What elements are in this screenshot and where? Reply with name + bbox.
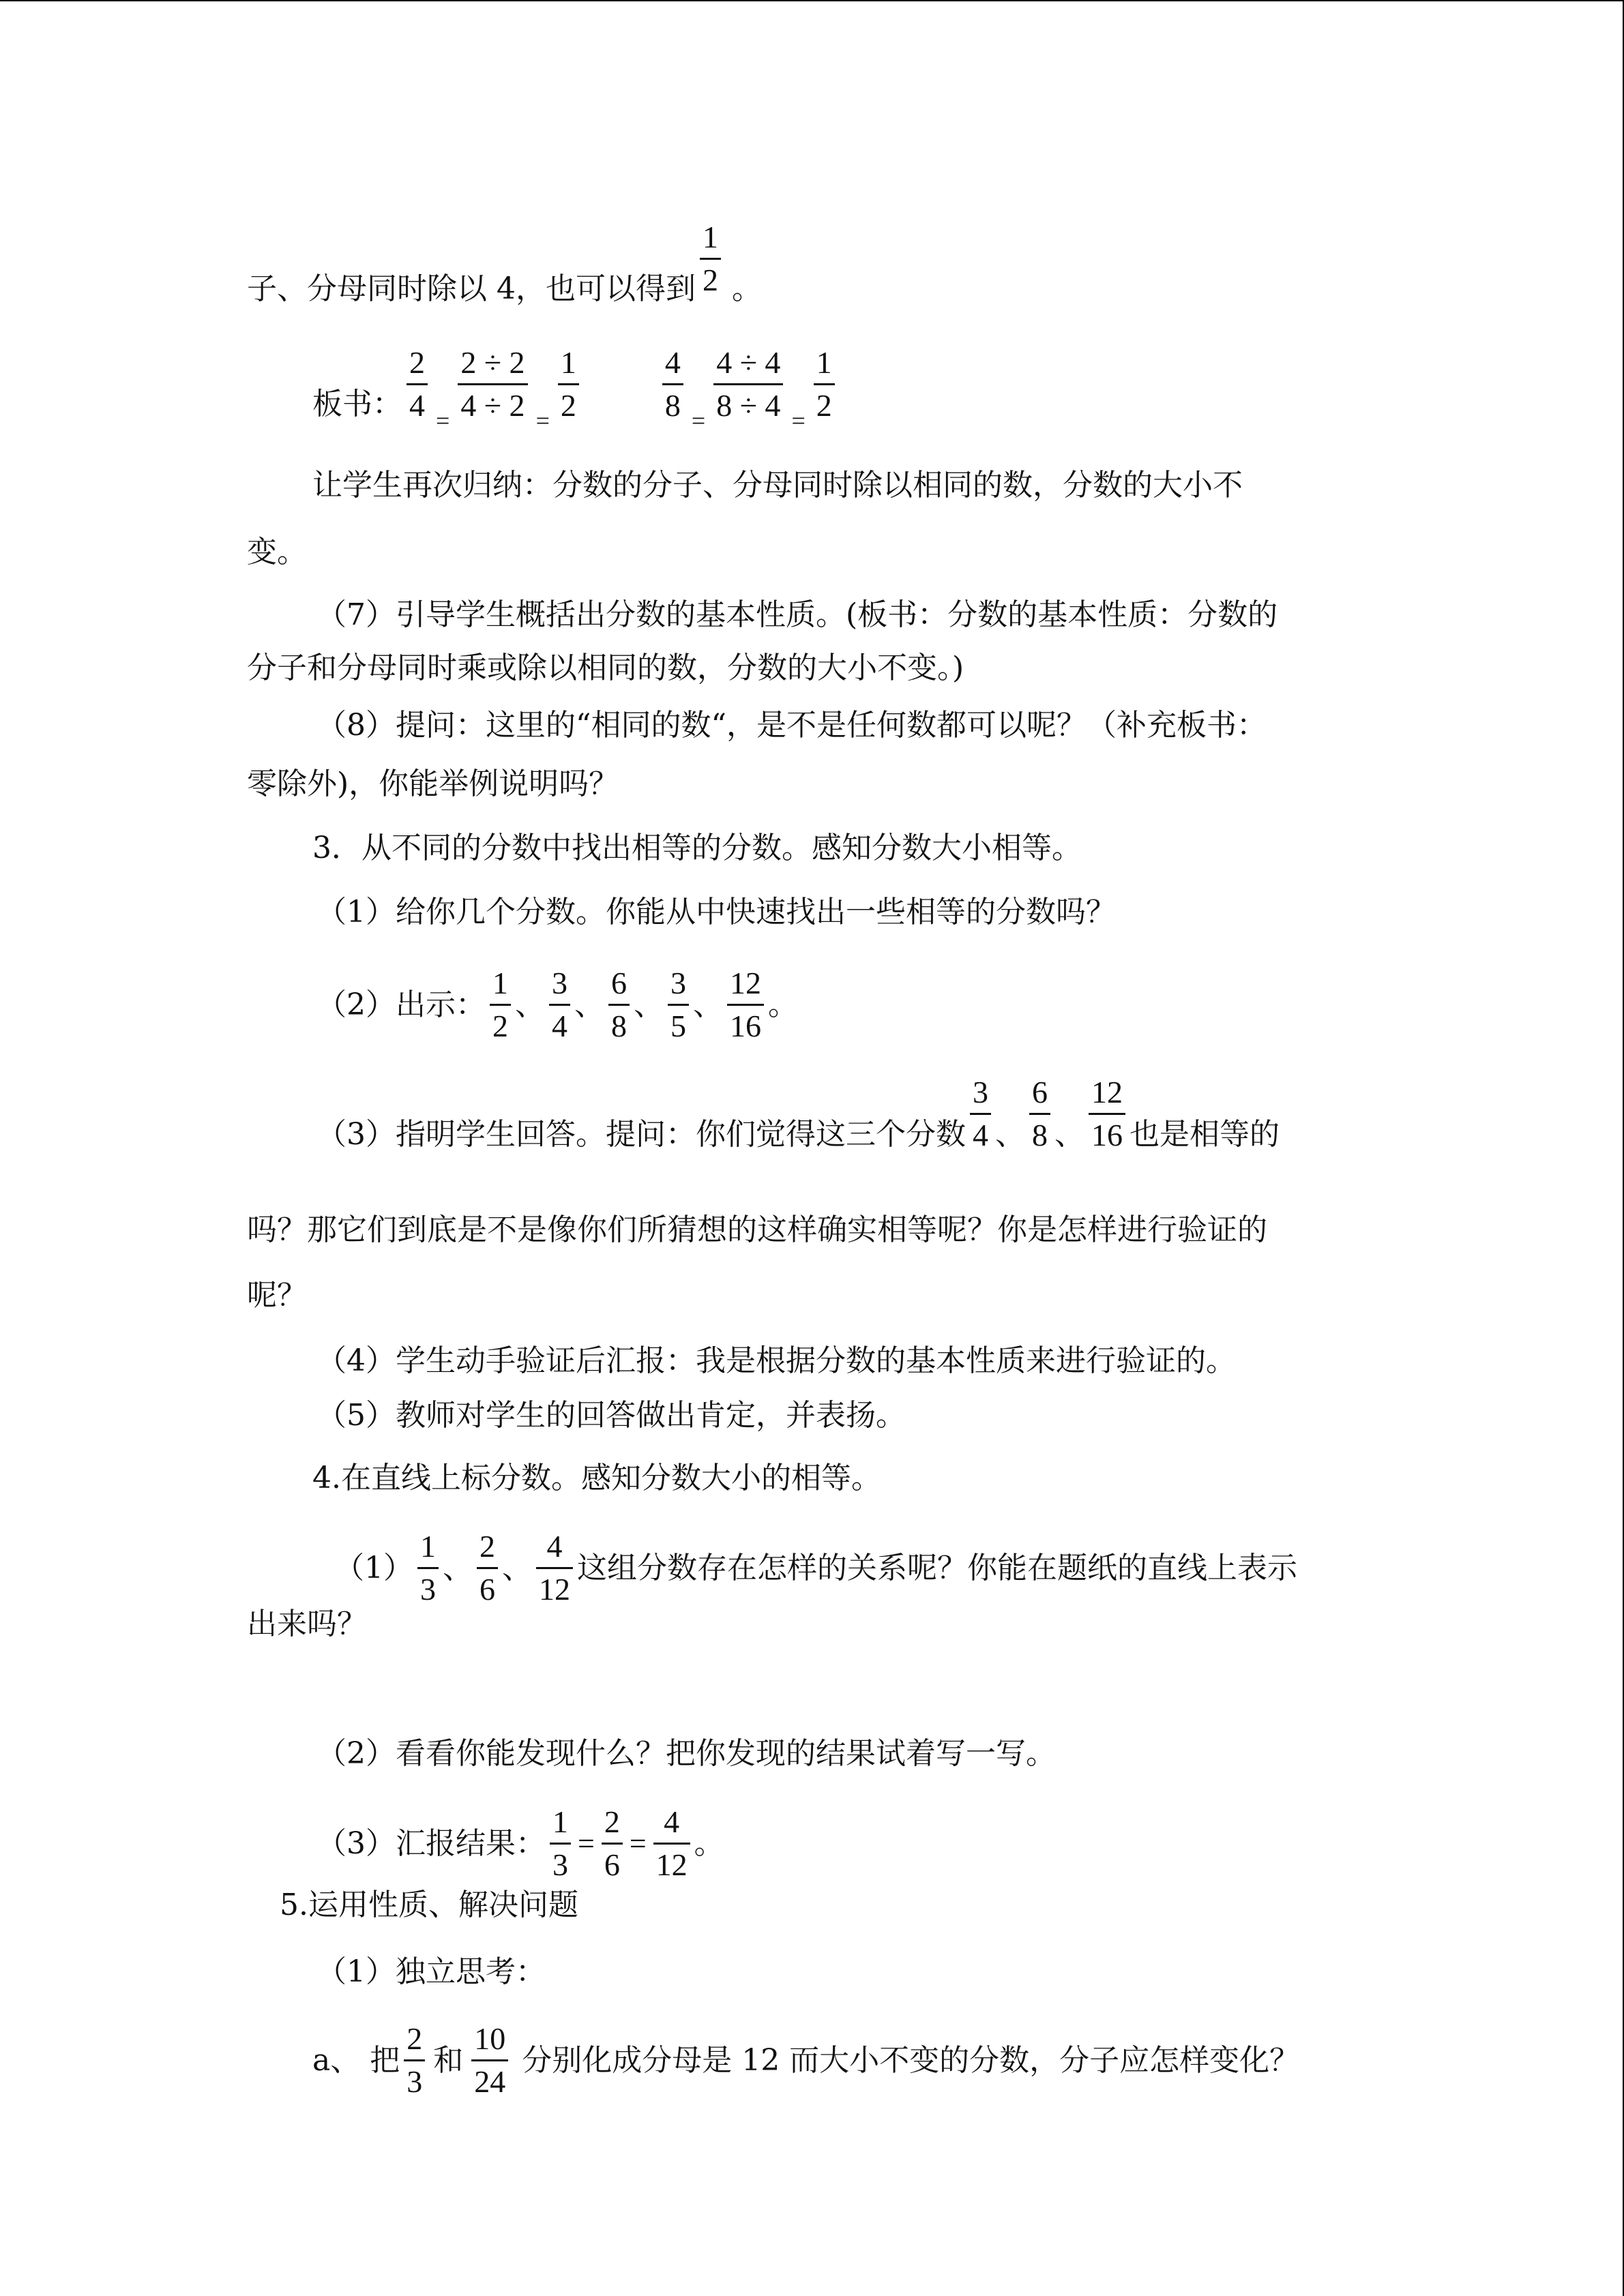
fraction: $\frac{2}{6}$ bbox=[602, 1802, 623, 1885]
fraction: $\frac{1}{2}$ bbox=[558, 342, 579, 426]
fraction: $\frac{3}{4}$ bbox=[970, 1072, 991, 1156]
section-heading-3: 3．从不同的分数中找出相等的分数。感知分数大小相等。 bbox=[312, 831, 1082, 865]
paragraph-line-14: 呢？ bbox=[247, 1278, 307, 1313]
fraction: $\frac{2}{4}$ bbox=[407, 342, 428, 426]
paragraph-line-16: （5）教师对学生的回答做出肯定，并表扬。 bbox=[316, 1398, 906, 1433]
label: 板书： bbox=[312, 387, 402, 421]
section-heading-5: 5.运用性质、解决问题 bbox=[280, 1888, 578, 1922]
paragraph-line-20: （2）看看你能发现什么？把你发现的结果试着写一写。 bbox=[316, 1736, 1056, 1771]
fraction: $\frac{6}{8}$ bbox=[1029, 1072, 1050, 1156]
paragraph-line-24: a、 把 $\frac{2}{3}$ 和 $\frac{10}{24}$ 分别化成分母是 12 而大小不变的分数，分子应怎样变化？ bbox=[312, 2018, 1299, 2102]
fraction: $\frac{4}{8}$ bbox=[662, 342, 683, 426]
fraction: $\frac{12}{16}$ bbox=[727, 963, 764, 1047]
paragraph-line-5: （7）引导学生概括出分数的基本性质。(板书：分数的基本性质：分数的 bbox=[316, 597, 1278, 632]
paragraph-line-4: 变。 bbox=[247, 535, 307, 569]
paragraph-line-10: （1）给你几个分数。你能从中快速找出一些相等的分数吗？ bbox=[316, 895, 1116, 929]
section-heading-4: 4.在直线上标分数。感知分数大小的相等。 bbox=[312, 1461, 881, 1495]
fraction: $\frac{2}{6}$ bbox=[477, 1526, 498, 1610]
paragraph-line-7: （8）提问：这里的“相同的数“，是不是任何数都可以呢？（补充板书： bbox=[316, 708, 1267, 743]
fraction: $\frac{3}{4}$ bbox=[549, 963, 570, 1047]
fraction: $\frac{3}{5}$ bbox=[668, 963, 689, 1047]
fraction: $\frac{2}{3}$ bbox=[404, 2018, 425, 2102]
fraction: $\frac{1}{3}$ bbox=[417, 1526, 439, 1610]
fraction: $\frac{4 \div 4}{8 \div 4}$ bbox=[713, 342, 783, 426]
fraction: $\frac{10}{24}$ bbox=[471, 2018, 508, 2102]
paragraph-line-13: 吗？那它们到底是不是像你们所猜想的这样确实相等呢？你是怎样进行验证的 bbox=[247, 1212, 1267, 1247]
paragraph-line-15: （4）学生动手验证后汇报：我是根据分数的基本性质来进行验证的。 bbox=[316, 1343, 1236, 1378]
fraction-list-line: （2）出示： $\frac{1}{2}$ 、 $\frac{3}{4}$ 、 $\frac{6}{8}$ 、 $\frac{3}{5}$ 、 $\frac{12}{16}$ 。 bbox=[316, 963, 798, 1047]
fraction: $\frac{1}{3}$ bbox=[550, 1802, 571, 1885]
paragraph-line-6: 分子和分母同时乘或除以相同的数，分数的大小不变。) bbox=[247, 651, 964, 685]
fraction: $\frac{1}{2}$ bbox=[814, 342, 835, 426]
fraction: $\frac{1}{2}$ bbox=[700, 217, 721, 301]
paragraph-line-12: （3）指明学生回答。提问：你们觉得这三个分数 $\frac{3}{4}$ 、 $\frac{6}{8}$ 、 $\frac{12}{16}$ 也是相等的 bbox=[316, 1092, 1280, 1176]
paragraph-line-3: 让学生再次归纳：分数的分子、分母同时除以相同的数，分数的大小不 bbox=[312, 468, 1243, 503]
fraction: $\frac{4}{12}$ bbox=[536, 1526, 573, 1610]
paragraph-line-23: （1）独立思考： bbox=[316, 1954, 546, 1989]
paragraph-line-1: 子、分母同时除以 4，也可以得到 $\frac{1}{2}$ 。 bbox=[247, 247, 762, 331]
fraction: $\frac{6}{8}$ bbox=[608, 963, 630, 1047]
fraction: $\frac{2 \div 2}{4 \div 2}$ bbox=[458, 342, 527, 426]
paragraph-line-21: （3）汇报结果： $\frac{1}{3}$ = $\frac{2}{6}$ = $\frac{4}{12}$ 。 bbox=[316, 1802, 724, 1885]
paragraph-line-18: （1） $\frac{1}{3}$ 、 $\frac{2}{6}$ 、 $\frac{4}{12}$ 这组分数存在怎样的关系呢？你能在题纸的直线上表示 bbox=[334, 1526, 1297, 1610]
text: 子、分母同时除以 4，也可以得到 bbox=[247, 271, 696, 306]
fraction: $\frac{12}{16}$ bbox=[1089, 1072, 1125, 1156]
fraction: $\frac{4}{12}$ bbox=[653, 1802, 690, 1885]
fraction: $\frac{1}{2}$ bbox=[490, 963, 511, 1047]
paragraph-line-8: 零除外)，你能举例说明吗？ bbox=[247, 766, 619, 801]
paragraph-line-19: 出来吗？ bbox=[247, 1607, 367, 1641]
board-writing-line: 板书： $\frac{2}{4}$ = $\frac{2 \div 2}{4 \div 2}$ = $\frac{1}{2}$ $\frac{4}{8}$ = $\frac{4 \div 4}{8 \div 4}$ = $\frac{1}{2}$ bbox=[312, 342, 839, 426]
